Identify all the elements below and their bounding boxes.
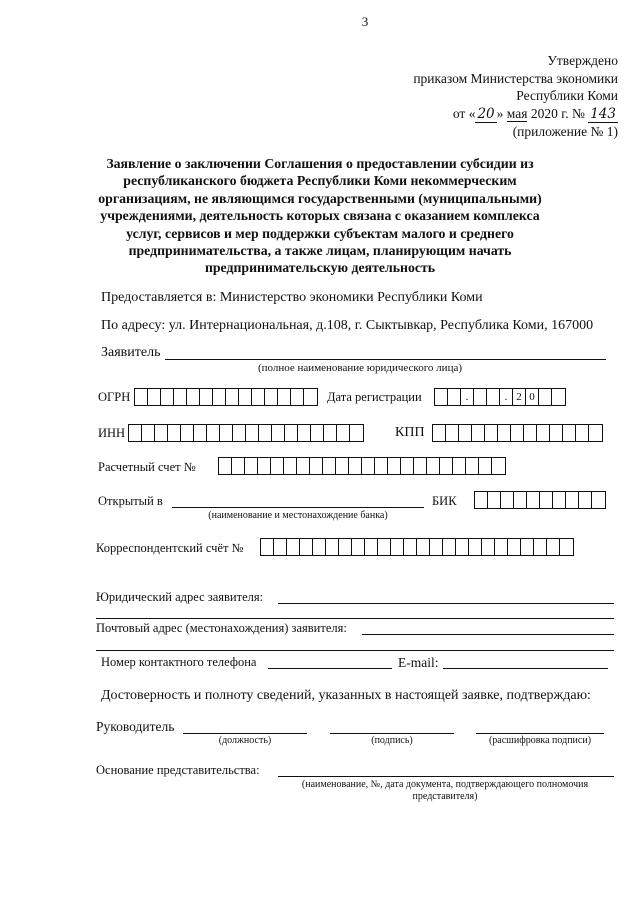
approval-line3: Республики Коми xyxy=(516,88,618,103)
account-cell[interactable] xyxy=(362,458,375,474)
approval-block xyxy=(413,52,618,141)
ogrn-cell[interactable] xyxy=(187,389,200,405)
approval-appendix: (приложение № 1) xyxy=(512,124,618,139)
ogrn-cell[interactable] xyxy=(148,389,161,405)
corr-cell[interactable] xyxy=(300,539,313,555)
approval-date-line xyxy=(413,105,618,124)
corr-cell[interactable] xyxy=(508,539,521,555)
reg-date-label: Дата регистрации xyxy=(327,390,422,404)
basis-label: Основание представительства: xyxy=(96,763,260,777)
account-cell[interactable] xyxy=(258,458,271,474)
reg-date-cell[interactable]: . xyxy=(500,389,513,405)
account-cell[interactable] xyxy=(310,458,323,474)
account-cell[interactable] xyxy=(232,458,245,474)
account-cell[interactable] xyxy=(297,458,310,474)
legal-address-label: Юридический адрес заявителя: xyxy=(96,590,264,604)
ogrn-cell[interactable] xyxy=(135,389,148,405)
reg-date-cell[interactable]: 0 xyxy=(526,389,539,405)
ogrn-cell[interactable] xyxy=(239,389,252,405)
inn-cell[interactable] xyxy=(168,425,181,441)
approval-line2: приказом Министерства экономики xyxy=(413,70,618,86)
kpp-boxes[interactable] xyxy=(432,424,603,442)
bik-cell[interactable] xyxy=(566,492,579,508)
account-cell[interactable] xyxy=(466,458,479,474)
account-cell[interactable] xyxy=(323,458,336,474)
corr-cell[interactable] xyxy=(417,539,430,555)
corr-cell[interactable] xyxy=(274,539,287,555)
account-cell[interactable] xyxy=(336,458,349,474)
ogrn-cell[interactable] xyxy=(304,389,317,405)
inn-cell[interactable] xyxy=(259,425,272,441)
reg-date-cell[interactable] xyxy=(487,389,500,405)
date-month: мая xyxy=(506,105,528,121)
corr-cell[interactable] xyxy=(352,539,365,555)
submitted-to: Предоставляется в: Министерство экономики Республики Коми xyxy=(101,290,483,305)
reg-date-cell[interactable] xyxy=(474,389,487,405)
bank-hint: (наименование и местонахождение банка) xyxy=(208,510,388,521)
ogrn-cell[interactable] xyxy=(252,389,265,405)
ogrn-cell[interactable] xyxy=(174,389,187,405)
inn-cell[interactable] xyxy=(129,425,142,441)
corr-cell[interactable] xyxy=(404,539,417,555)
inn-cell[interactable] xyxy=(155,425,168,441)
kpp-cell[interactable] xyxy=(498,425,511,441)
kpp-cell[interactable] xyxy=(511,425,524,441)
inn-cell[interactable] xyxy=(324,425,337,441)
inn-boxes[interactable] xyxy=(128,424,364,442)
postal-address-field-2[interactable] xyxy=(96,650,614,651)
kpp-cell[interactable] xyxy=(485,425,498,441)
date-year: 2020 г. № xyxy=(527,105,589,121)
applicant-field[interactable] xyxy=(165,359,606,360)
corr-cell[interactable] xyxy=(521,539,534,555)
corr-cell[interactable] xyxy=(378,539,391,555)
bik-boxes[interactable] xyxy=(474,491,606,509)
reg-date-cell[interactable] xyxy=(552,389,565,405)
confirm-text: Достоверность и полноту сведений, указанных в настоящей заявке, подтверждаю: xyxy=(101,688,591,703)
account-cell[interactable] xyxy=(440,458,453,474)
legal-address-field-2[interactable] xyxy=(96,618,614,619)
inn-label: ИНН xyxy=(98,426,126,440)
corr-cell[interactable] xyxy=(534,539,547,555)
phone-field[interactable] xyxy=(268,668,392,669)
bank-field[interactable] xyxy=(172,507,424,508)
corr-cell[interactable] xyxy=(391,539,404,555)
kpp-label: КПП xyxy=(395,425,425,440)
signature-hint: (подпись) xyxy=(371,735,413,746)
account-cell[interactable] xyxy=(388,458,401,474)
corr-cell[interactable] xyxy=(326,539,339,555)
corr-cell[interactable] xyxy=(339,539,352,555)
signature-field[interactable] xyxy=(330,733,454,734)
decode-hint: (расшифровка подписи) xyxy=(488,735,592,746)
email-field[interactable] xyxy=(443,668,608,669)
bik-cell[interactable] xyxy=(475,492,488,508)
corr-label: Корреспондентский счёт № xyxy=(96,541,244,555)
account-cell[interactable] xyxy=(375,458,388,474)
corr-cell[interactable] xyxy=(313,539,326,555)
account-cell[interactable] xyxy=(245,458,258,474)
reg-date-cell[interactable]: 2 xyxy=(513,389,526,405)
inn-cell[interactable] xyxy=(285,425,298,441)
reg-date-cell[interactable] xyxy=(539,389,552,405)
ogrn-cell[interactable] xyxy=(265,389,278,405)
account-cell[interactable] xyxy=(271,458,284,474)
corr-cell[interactable] xyxy=(547,539,560,555)
inn-cell[interactable] xyxy=(272,425,285,441)
inn-cell[interactable] xyxy=(181,425,194,441)
ogrn-cell[interactable] xyxy=(291,389,304,405)
corr-cell[interactable] xyxy=(456,539,469,555)
order-number: 143 xyxy=(590,105,616,122)
account-label: Расчетный счет № xyxy=(98,460,196,474)
inn-cell[interactable] xyxy=(311,425,324,441)
inn-cell[interactable] xyxy=(350,425,363,441)
legal-address-field[interactable] xyxy=(278,603,614,604)
position-field[interactable] xyxy=(183,733,307,734)
corr-cell[interactable] xyxy=(430,539,443,555)
kpp-cell[interactable] xyxy=(589,425,602,441)
ogrn-boxes[interactable] xyxy=(134,388,318,406)
page-number: 3 xyxy=(361,14,369,29)
account-boxes[interactable] xyxy=(218,457,506,475)
phone-label: Номер контактного телефона xyxy=(101,655,257,669)
bik-cell[interactable] xyxy=(501,492,514,508)
corr-cell[interactable] xyxy=(482,539,495,555)
account-cell[interactable] xyxy=(401,458,414,474)
bik-cell[interactable] xyxy=(488,492,501,508)
inn-cell[interactable] xyxy=(142,425,155,441)
kpp-cell[interactable] xyxy=(524,425,537,441)
postal-address-field[interactable] xyxy=(362,634,614,635)
kpp-cell[interactable] xyxy=(537,425,550,441)
inn-cell[interactable] xyxy=(246,425,259,441)
account-cell[interactable] xyxy=(349,458,362,474)
corr-cell[interactable] xyxy=(495,539,508,555)
document-title: Заявление о заключении Соглашения о предоставлении субсидии из республиканского бюджета Республики Коми некоммерческим организациям, не являющимся государственными (муниципальными) учреждениями, деятельность которых связана с оказанием комплекса услуг, сервисов и мер поддержки субъектам малого и среднего предпринимательства, а также лицам, планирующим начать предпринимательскую деятельность xyxy=(98,156,542,276)
applicant-label: Заявитель xyxy=(101,345,161,360)
inn-cell[interactable] xyxy=(207,425,220,441)
opened-label: Открытый в xyxy=(98,494,163,508)
bik-cell[interactable] xyxy=(592,492,605,508)
kpp-cell[interactable] xyxy=(446,425,459,441)
basis-field[interactable] xyxy=(278,776,614,777)
reg-date-cell[interactable] xyxy=(435,389,448,405)
inn-cell[interactable] xyxy=(220,425,233,441)
inn-cell[interactable] xyxy=(298,425,311,441)
ogrn-cell[interactable] xyxy=(278,389,291,405)
ogrn-cell[interactable] xyxy=(161,389,174,405)
reg-date-cell[interactable]: . xyxy=(461,389,474,405)
inn-cell[interactable] xyxy=(337,425,350,441)
inn-cell[interactable] xyxy=(194,425,207,441)
account-cell[interactable] xyxy=(453,458,466,474)
bik-cell[interactable] xyxy=(527,492,540,508)
kpp-cell[interactable] xyxy=(550,425,563,441)
date-day: 20 xyxy=(477,105,495,122)
address-line: По адресу: ул. Интернациональная, д.108, г. Сыктывкар, Республика Коми, 167000 xyxy=(101,318,594,333)
head-label: Руководитель xyxy=(96,719,175,734)
bik-cell[interactable] xyxy=(514,492,527,508)
corr-boxes[interactable] xyxy=(260,538,574,556)
corr-cell[interactable] xyxy=(560,539,573,555)
date-prefix: от « xyxy=(452,105,476,121)
applicant-hint: (полное наименование юридического лица) xyxy=(257,362,462,374)
ogrn-cell[interactable] xyxy=(213,389,226,405)
basis-hint: (наименование, №, дата документа, подтверждающего полномочия представителя) xyxy=(301,779,589,802)
corr-cell[interactable] xyxy=(365,539,378,555)
account-cell[interactable] xyxy=(427,458,440,474)
postal-address-label: Почтовый адрес (местонахождения) заявителя: xyxy=(96,621,347,635)
date-mid: » xyxy=(496,105,507,121)
bik-cell[interactable] xyxy=(553,492,566,508)
kpp-cell[interactable] xyxy=(563,425,576,441)
account-cell[interactable] xyxy=(492,458,505,474)
kpp-cell[interactable] xyxy=(576,425,589,441)
bik-cell[interactable] xyxy=(579,492,592,508)
corr-cell[interactable] xyxy=(469,539,482,555)
kpp-cell[interactable] xyxy=(459,425,472,441)
kpp-cell[interactable] xyxy=(433,425,446,441)
account-cell[interactable] xyxy=(414,458,427,474)
ogrn-cell[interactable] xyxy=(200,389,213,405)
bik-cell[interactable] xyxy=(540,492,553,508)
email-label: E-mail: xyxy=(398,655,439,670)
decode-field[interactable] xyxy=(476,733,604,734)
corr-cell[interactable] xyxy=(443,539,456,555)
reg-date-cell[interactable] xyxy=(448,389,461,405)
ogrn-cell[interactable] xyxy=(226,389,239,405)
bik-label: БИК xyxy=(432,494,457,508)
account-cell[interactable] xyxy=(219,458,232,474)
kpp-cell[interactable] xyxy=(472,425,485,441)
inn-cell[interactable] xyxy=(233,425,246,441)
corr-cell[interactable] xyxy=(287,539,300,555)
account-cell[interactable] xyxy=(284,458,297,474)
reg-date-boxes[interactable] xyxy=(434,388,566,406)
account-cell[interactable] xyxy=(479,458,492,474)
approval-line1: Утверждено xyxy=(547,53,618,68)
corr-cell[interactable] xyxy=(261,539,274,555)
position-hint: (должность) xyxy=(218,735,272,746)
ogrn-label: ОГРН xyxy=(98,390,131,404)
